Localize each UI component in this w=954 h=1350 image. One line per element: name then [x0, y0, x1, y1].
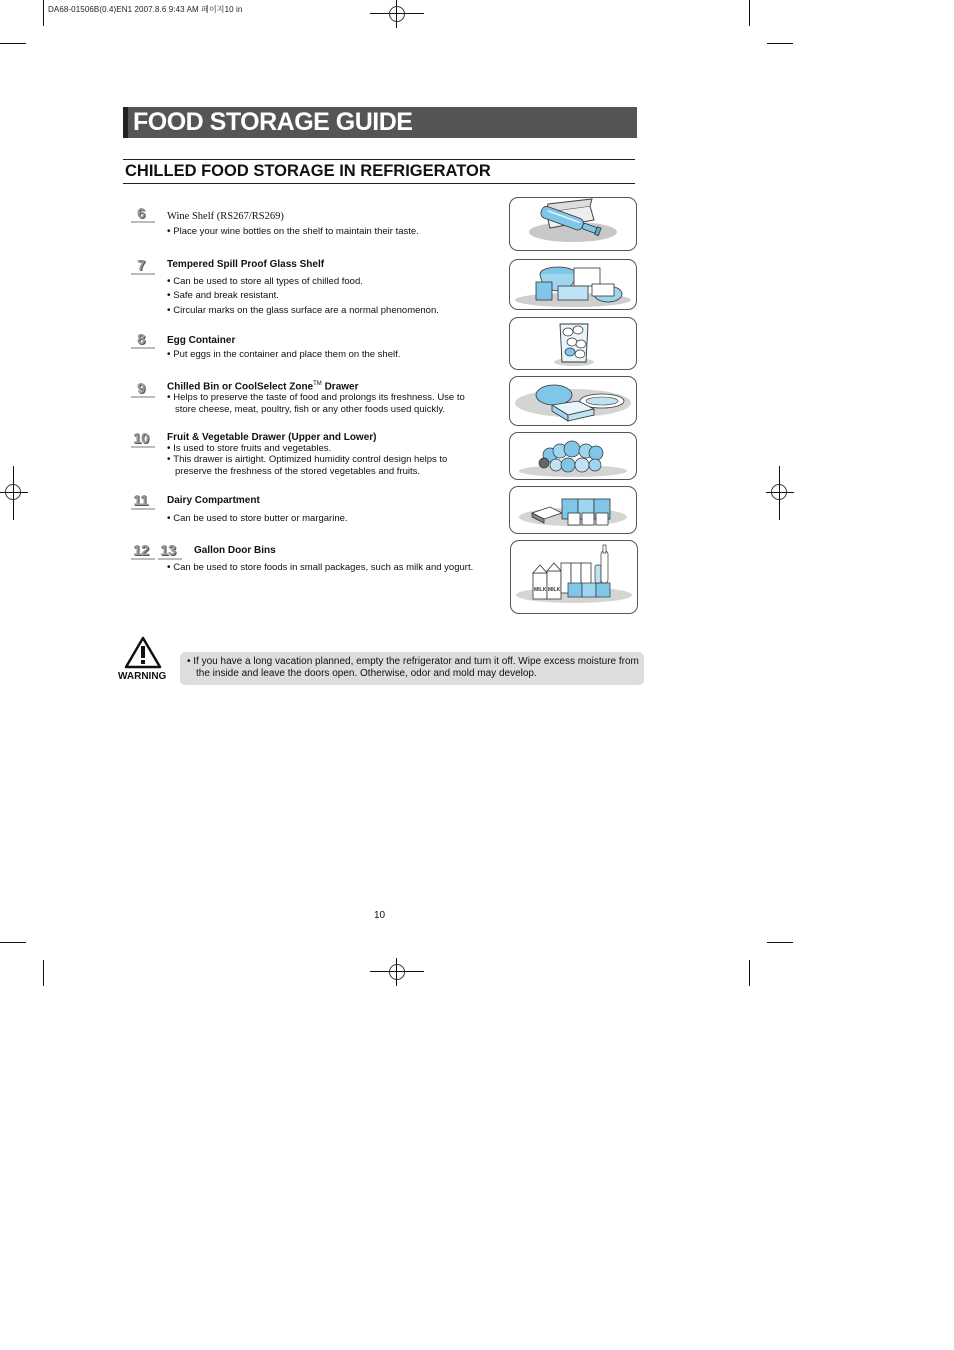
- item-number-badge: [131, 432, 155, 448]
- glass-shelf-illustration: [509, 259, 637, 310]
- chilled-bin-illustration: [509, 376, 637, 426]
- item-title: Dairy Compartment: [167, 495, 260, 506]
- egg-container-illustration: [509, 317, 637, 370]
- item-number: 9: [137, 380, 145, 397]
- registration-mark-icon: [370, 0, 424, 28]
- registration-mark-icon: [370, 958, 424, 986]
- registration-mark-icon: [0, 466, 28, 520]
- item-title: Fruit & Vegetable Drawer (Upper and Lower): [167, 432, 377, 443]
- item-number-badge: [131, 544, 155, 560]
- item-title: Tempered Spill Proof Glass Shelf: [167, 259, 325, 270]
- print-slug: DA68-01506B(0.4)EN1 2007.8.6 9:43 AM 페이지10 in: [48, 5, 243, 14]
- item-number: 7: [137, 257, 145, 274]
- item-number-badge: [158, 544, 182, 560]
- warning-text: • If you have a long vacation planned, empty the refrigerator and turn it off. Wipe excess moisture from the inside and leave the doors open. Otherwise, odor and mold may develop.: [187, 656, 646, 680]
- item-bullet: • Is used to store fruits and vegetables.: [167, 443, 485, 455]
- fruit-vegetable-illustration: [509, 432, 637, 480]
- dairy-compartment-illustration: [509, 486, 637, 534]
- gallon-door-bins-illustration: [510, 540, 638, 614]
- item-number-badge: [131, 207, 155, 223]
- item-bullet: • Can be used to store foods in small packages, such as milk and yogurt.: [167, 562, 475, 574]
- section-rule-top: [123, 159, 635, 160]
- section-rule-bottom: [123, 183, 635, 184]
- item-number-badge: [131, 494, 155, 510]
- item-bullet: • Can be used to store all types of chilled food.: [167, 276, 495, 288]
- item-number: 10: [133, 430, 149, 447]
- item-bullet: • Circular marks on the glass surface are a normal phenomenon.: [167, 305, 495, 317]
- milk-carton-label: MILK: [548, 587, 561, 593]
- crop-mark: [0, 43, 26, 44]
- item-number-badge: [131, 259, 155, 275]
- crop-mark: [767, 43, 793, 44]
- page-title: FOOD STORAGE GUIDE: [133, 108, 413, 136]
- crop-mark: [749, 960, 750, 986]
- item-title: Egg Container: [167, 335, 236, 346]
- section-title: CHILLED FOOD STORAGE IN REFRIGERATOR: [125, 162, 491, 180]
- item-number-badge: [131, 382, 155, 398]
- item-bullet: • Safe and break resistant.: [167, 290, 495, 302]
- crop-mark: [0, 942, 26, 943]
- item-number: 8: [137, 331, 145, 348]
- item-number: 11: [133, 492, 148, 509]
- page-title-banner: [123, 107, 637, 138]
- item-bullet: • Place your wine bottles on the shelf to maintain their taste.: [167, 226, 495, 238]
- crop-mark: [749, 0, 750, 26]
- item-bullet: • Helps to preserve the taste of food and prolongs its freshness. Use to store cheese, meat, poultry, fish or any other foods used quickly.: [167, 392, 483, 415]
- item-title: Chilled Bin or CoolSelect Zone™ Drawer: [167, 381, 359, 393]
- item-number: 12: [133, 542, 149, 559]
- page-number: 10: [374, 910, 386, 921]
- milk-carton-label: MILK: [534, 587, 547, 593]
- item-number: 13: [160, 542, 176, 559]
- item-bullet: • Can be used to store butter or margarine.: [167, 513, 495, 525]
- item-bullet: • This drawer is airtight. Optimized humidity control design helps to preserve the freshness of the stored vegetables and fruits.: [167, 454, 485, 477]
- crop-mark: [767, 942, 793, 943]
- item-bullet: • Put eggs in the container and place them on the shelf.: [167, 349, 495, 361]
- crop-mark: [43, 0, 44, 26]
- crop-mark: [43, 960, 44, 986]
- item-title: Gallon Door Bins: [194, 545, 276, 556]
- registration-mark-icon: [766, 466, 794, 520]
- wine-shelf-illustration: [509, 197, 637, 251]
- warning-icon: [124, 636, 162, 669]
- warning-label: WARNING: [118, 671, 167, 682]
- item-number: 6: [137, 205, 145, 222]
- item-number-badge: [131, 333, 155, 349]
- item-title: Wine Shelf (RS267/RS269): [167, 211, 284, 222]
